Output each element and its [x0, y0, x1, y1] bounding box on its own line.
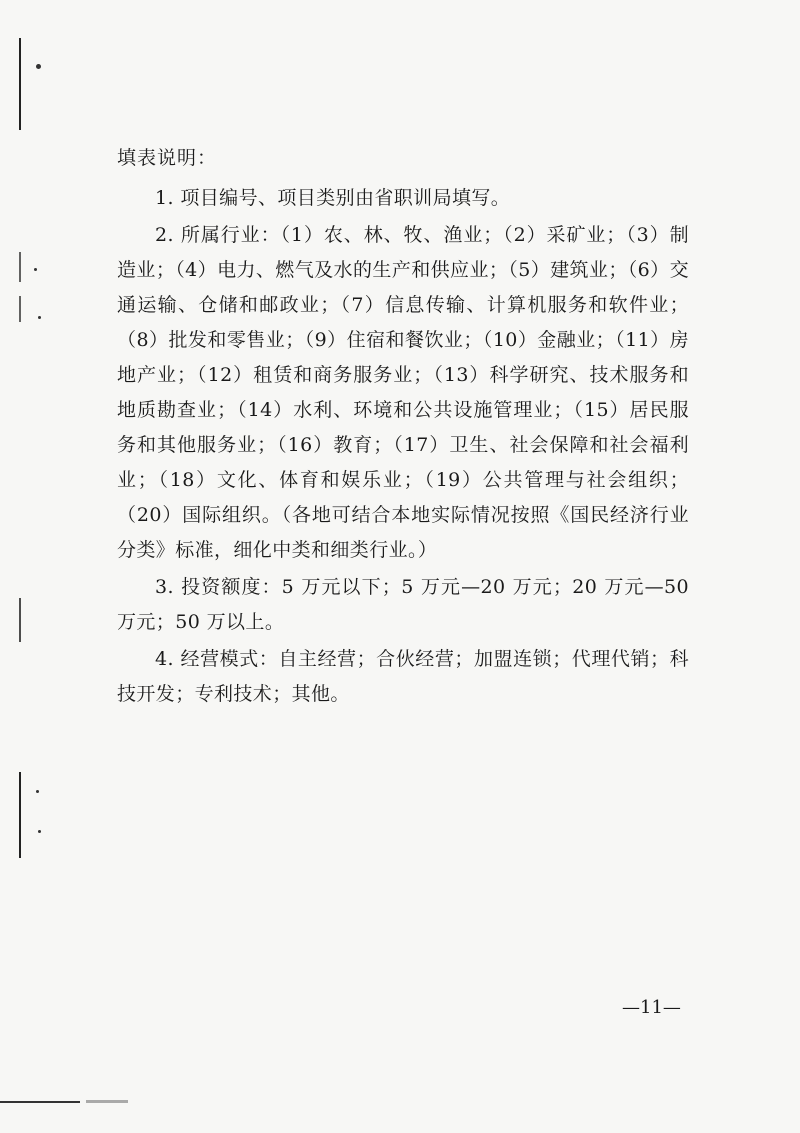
scan-edge-mark [19, 38, 21, 130]
scan-speck [36, 64, 41, 69]
scan-edge-mark [19, 772, 21, 858]
scan-speck [34, 268, 37, 271]
instruction-item-1: 1. 项目编号、项目类别由省职训局填写。 [155, 187, 511, 209]
scan-edge-mark [19, 252, 21, 282]
scan-edge-mark [19, 296, 21, 322]
scan-bottom-smudge [86, 1100, 128, 1103]
scan-speck [38, 316, 41, 319]
instruction-item-4: 4. 经营模式：自主经营；合伙经营；加盟连锁；代理代销；科技开发；专利技术；其他。 [117, 648, 689, 705]
scan-bottom-rule [0, 1101, 80, 1103]
instructions-heading: 填表说明： [117, 147, 218, 169]
scan-speck [36, 790, 39, 793]
instruction-item-3: 3. 投资额度：5 万元以下；5 万元—20 万元；20 万元—50 万元；50 万以上。 [117, 576, 689, 633]
instruction-item-2: 2. 所属行业：（1）农、林、牧、渔业；（2）采矿业；（3）制造业；（4）电力、燃气及水的生产和供应业；（5）建筑业；（6）交通运输、仓储和邮政业；（7）信息传输、计算机服务和软件业；（8）批发和零售业；（9）住宿和餐饮业；（10）金融业；（11）房地产业；（12）租赁和商务服务业；（13）科学研究、技术服务和地质勘查业；（14）水利、环境和公共设施管理业；（15）居民服务和其他服务业；（16）教育；（17）卫生、社会保障和社会福利业；（18）文化、体育和娱乐业；（19）公共管理与社会组织；（20）国际组织。（各地可结合本地实际情况按照《国民经济行业分类》标准，细化中类和细类行业。） [117, 224, 689, 561]
scan-edge-mark [19, 598, 21, 642]
scan-speck [38, 830, 41, 833]
page-number: —11— [622, 997, 681, 1018]
instructions-section [117, 140, 689, 712]
